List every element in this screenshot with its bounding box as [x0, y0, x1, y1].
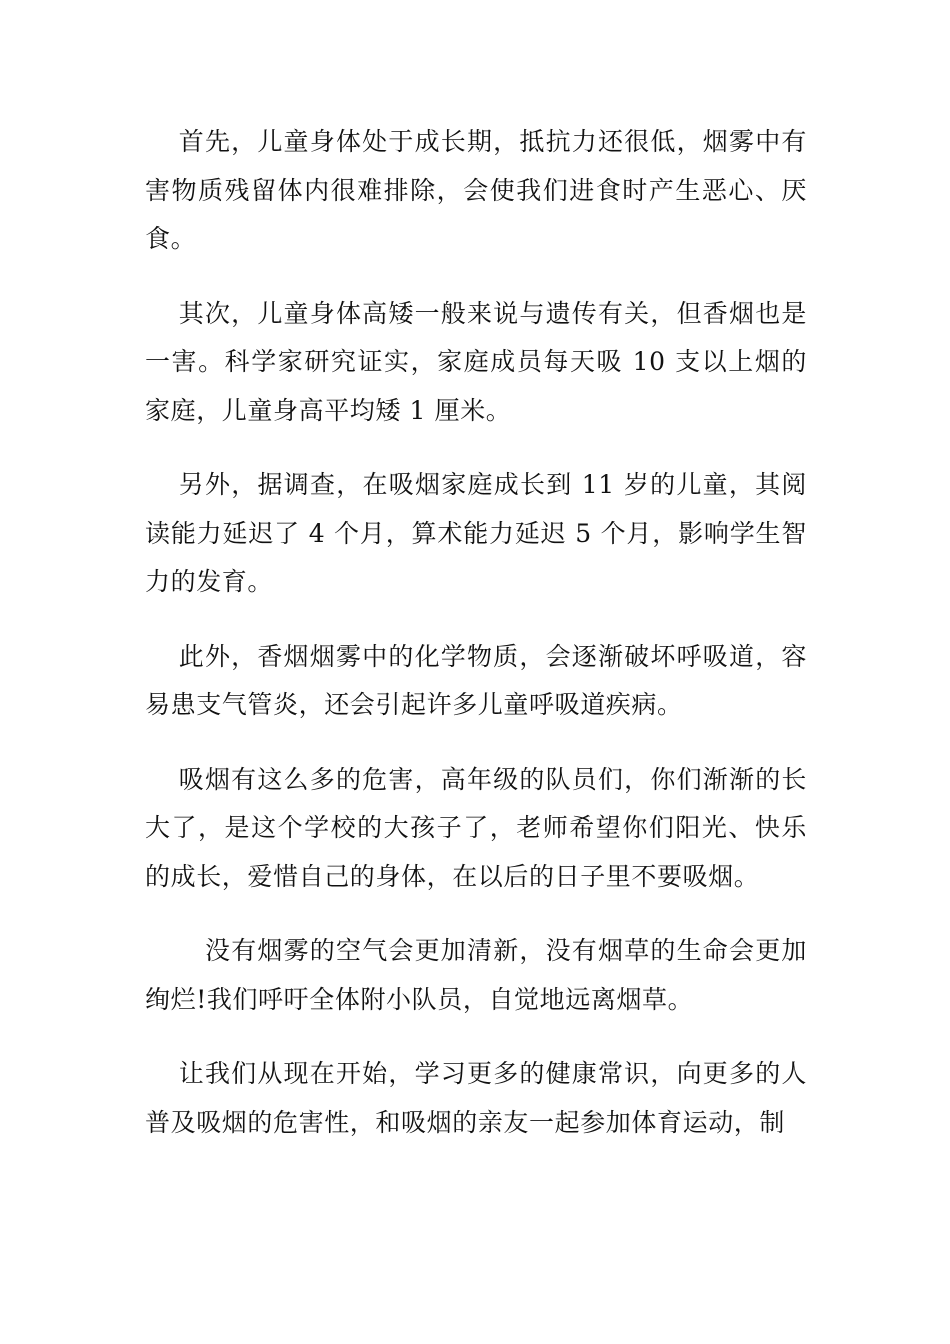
- document-body: [145, 118, 807, 1173]
- paragraph-7: 让我们从现在开始，学习更多的健康常识，向更多的人普及吸烟的危害性，和吸烟的亲友一起参加体育运动，制: [145, 1059, 807, 1137]
- paragraph-4: 此外，香烟烟雾中的化学物质，会逐渐破坏呼吸道，容易患支气管炎，还会引起许多儿童呼吸道疾病。: [145, 641, 807, 719]
- paragraph-6: 没有烟雾的空气会更加清新，没有烟草的生命会更加绚烂!我们呼吁全体附小队员，自觉地远离烟草。: [145, 936, 807, 1014]
- paragraph-3: 另外，据调查，在吸烟家庭成长到 11 岁的儿童，其阅读能力延迟了 4 个月，算术能力延迟 5 个月，影响学生智力的发育。: [145, 470, 807, 596]
- paragraph-5: 吸烟有这么多的危害，高年级的队员们，你们渐渐的长大了，是这个学校的大孩子了，老师希望你们阳光、快乐的成长，爱惜自己的身体，在以后的日子里不要吸烟。: [145, 764, 807, 891]
- paragraph-1: 首先，儿童身体处于成长期，抵抗力还很低，烟雾中有害物质残留体内很难排除，会使我们进食时产生恶心、厌食。: [145, 127, 807, 253]
- paragraph-2: 其次，儿童身体高矮一般来说与遗传有关，但香烟也是一害。科学家研究证实，家庭成员每天吸 10 支以上烟的家庭，儿童身高平均矮 1 厘米。: [145, 298, 807, 425]
